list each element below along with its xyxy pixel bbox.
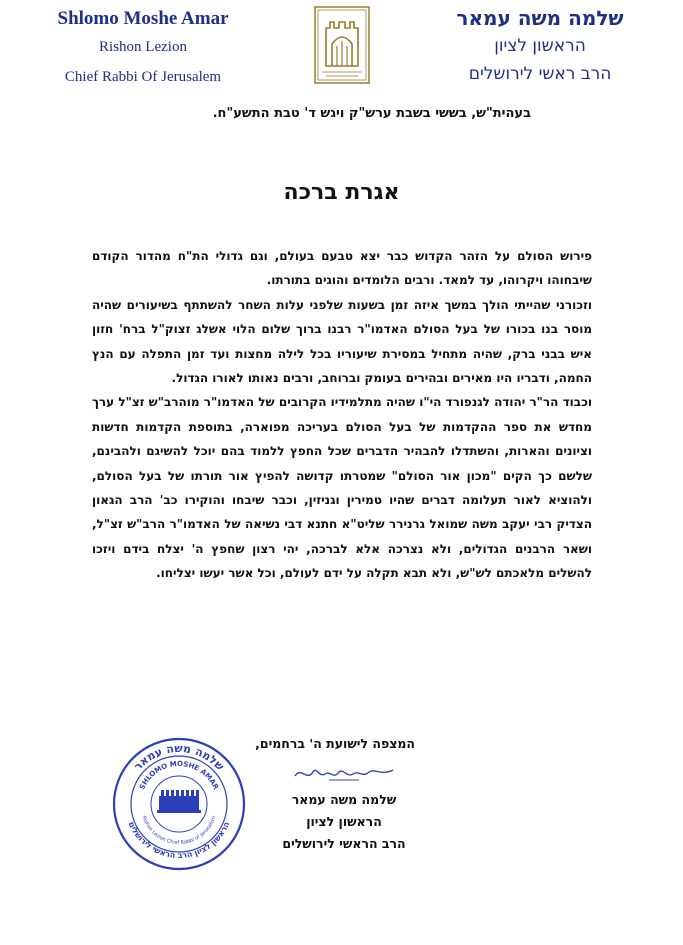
stamp-english-top: SHLOMO MOSHE AMAR xyxy=(138,759,220,791)
svg-text:Rishon Lezion Chief Rabbi of J xyxy=(141,815,218,846)
letterhead-he-title: הראשון לציון xyxy=(494,36,586,56)
letterhead-hebrew xyxy=(415,6,665,84)
rabbinic-seal-icon xyxy=(111,736,247,872)
tower-emblem-icon xyxy=(314,6,370,84)
stamp-english-bottom: Rishon Lezion Chief Rabbi of Jerusalem xyxy=(140,815,218,847)
signature-name: שלמה משה עמאר xyxy=(291,792,397,807)
body-paragraph: וזכורני שהייתי הולך במשך איזה זמן בשעות שלפני עלות השחר להשתתף בשיעורים שהיה מוסר בנו בכורו של בעל הסולם האדמו"ר רבנו ברוך שלום הלוי אשלג זצוק"ל ברח' חזון איש בבני ברק, שהיה מתחיל במסירת שיעוריו בכל לילה מחצות ועד זמן התפלה עם הנץ החמה, ודבריו היו מאירים ובהירים בעומק וברוחב, ורבים נאותו לאורו הגדול. xyxy=(92,297,592,386)
letterhead-en-subtitle: Chief Rabbi Of Jerusalem xyxy=(64,69,222,85)
stamp-hebrew-top: שלמה משה עמאר xyxy=(131,741,227,774)
closing-line: המצפה לישועת ה' ברחמים, xyxy=(255,736,415,751)
stamp-hebrew-bottom: הראשון לציון הרב הראשי לירושלים xyxy=(126,820,232,861)
signature-block xyxy=(280,760,408,855)
date-line: בעהית"ש, בששי בשבת ערש"ק ויגש ד' טבת התשע"ח. xyxy=(212,106,531,121)
letterhead-he-name: שלמה משה עמאר xyxy=(456,6,624,30)
letterhead-english xyxy=(18,8,268,86)
letter-body xyxy=(92,244,592,586)
letter-title: אגרת ברכה xyxy=(283,180,400,205)
handwritten-signature-icon xyxy=(289,760,399,786)
letterhead-en-name: Shlomo Moshe Amar xyxy=(57,8,229,29)
letterhead-he-subtitle: הרב ראשי לירושלים xyxy=(468,64,612,84)
letterhead xyxy=(0,0,683,100)
signature-subtitle: הרב הראשי לירושלים xyxy=(282,836,406,851)
body-paragraph: פירוש הסולם על הזהר הקדוש כבר יצא טבעם בעולם, וגם גדולי הת"ח מהדור הקודם שיבחוהו ויקרוהו, עד למאד. ורבים הלומדים והוגים בתורתו. xyxy=(92,249,592,288)
letterhead-en-title: Rishon Lezion xyxy=(99,39,187,55)
body-paragraph: וכבוד הר"ר יהודה לגנפורד הי"ו שהיה מתלמידיו הקרובים של האדמו"ר מוהרב"ש זצ"ל ערך מחדש את ספר ההקדמות של בעל הסולם בעריכה מפוארה, בתוספת הקדמות חדשות וציונים והארות, והשתדלו להבהיר הדברים שכל החפץ ללמוד בהם יוכל להשיגם ולהבינם, שלשם כך הקים "מכון אור הסולם" שמטרתו קדושה להפיץ אור תורתו של בעל הסולם, ולהוציא לאור תעלומה דברים שהיו טמירין וגניזין, וכבר שיבחו והוקירו כב' הרב הגאון הצדיק רבי יעקב משה שמואל גרנירר שליט"א חתנא דבי נשיאה של האדמו"ר הרב"ש זצ"ל, ושאר הרבנים הגדולים, ולא נצרכה אלא לברכה, יהי רצון שחפץ ה' יצלח בידם ויזכו להשלים מלאכתם לש"ש, ולא תבא תקלה על ידם לעולם, וכל אשר יעשו יצליחו. xyxy=(92,395,592,581)
signature-title: הראשון לציון xyxy=(306,814,382,829)
